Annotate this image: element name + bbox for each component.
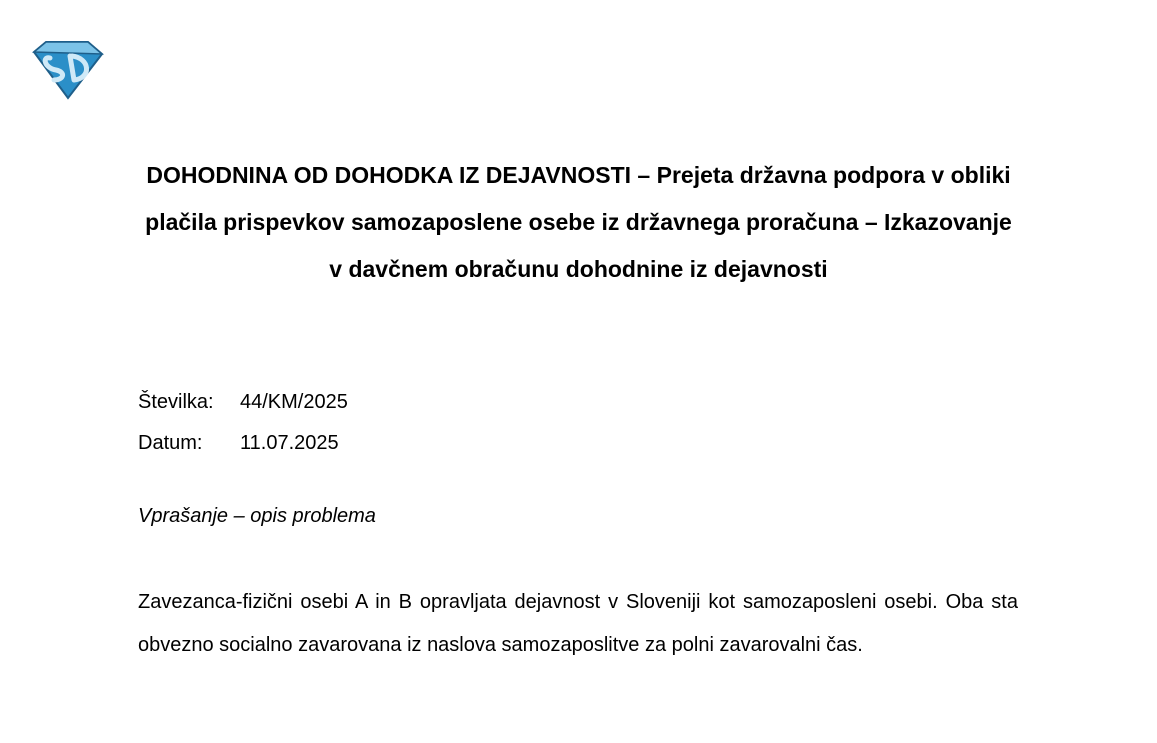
date-label: Datum: <box>138 432 203 454</box>
date-value: 11.07.2025 <box>240 432 339 454</box>
logo <box>30 38 104 100</box>
question-heading: Vprašanje – opis problema <box>138 505 376 527</box>
document-title: DOHODNINA OD DOHODKA IZ DEJAVNOSTI – Prejeta državna podpora v obliki plačila prispevkov samozaposlene osebe iz državnega proračuna – Izkazovanje v davčnem obračunu dohodnine iz dejavnosti <box>145 162 1012 282</box>
date-row <box>138 423 348 464</box>
logo-diamond-icon <box>30 38 104 100</box>
body-paragraph: Zavezanca-fizični osebi A in B opravljata dejavnost v Sloveniji kot samozaposleni osebi. Oba sta obvezno socialno zavarovana iz naslova samozaposlitve za polni zavarovalni čas. <box>138 591 1018 656</box>
number-row <box>138 382 348 423</box>
number-value: 44/KM/2025 <box>240 391 348 413</box>
number-label: Številka: <box>138 391 214 413</box>
document-meta <box>138 382 348 464</box>
